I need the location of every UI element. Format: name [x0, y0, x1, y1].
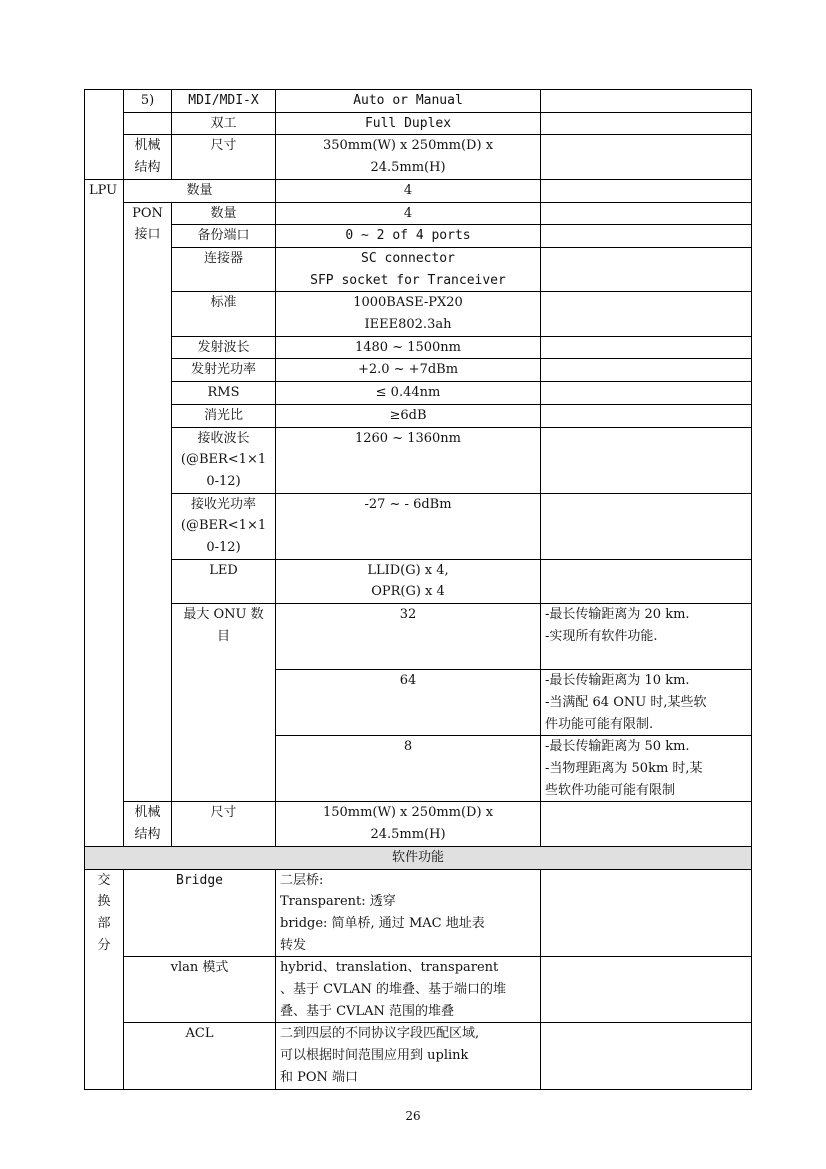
value-cell: 1260 ~ 1360nm	[276, 427, 541, 493]
value-cell: 4	[276, 179, 541, 202]
table-row	[85, 225, 752, 248]
table-row	[85, 112, 752, 135]
value-cell: 32	[276, 604, 541, 670]
note-cell	[541, 382, 752, 405]
empty-cell	[124, 112, 172, 135]
note-cell	[541, 90, 752, 113]
param-cell: LED	[172, 559, 276, 603]
table-row	[85, 802, 752, 846]
group-label: 机械 结构	[124, 802, 172, 846]
param-cell: 最大 ONU 数 目	[172, 604, 276, 802]
group-label: 机械 结构	[124, 135, 172, 179]
table-row	[85, 90, 752, 113]
section-title: 软件功能	[85, 846, 752, 869]
value-cell: 8	[276, 736, 541, 802]
note-cell	[541, 225, 752, 248]
spec-table	[84, 89, 752, 1090]
table-row	[85, 957, 752, 1023]
table-row	[85, 493, 752, 559]
param-cell: 备份端口	[172, 225, 276, 248]
table-row	[85, 559, 752, 603]
table-row	[85, 135, 752, 179]
value-cell: SC connector SFP socket for Tranceiver	[276, 247, 541, 291]
group-label: 交 换 部 分	[85, 869, 124, 1089]
note-cell: -最长传输距离为 50 km. -当物理距离为 50km 时,某 些软件功能可能有限制	[541, 736, 752, 802]
value-cell: 64	[276, 670, 541, 736]
param-cell: 消光比	[172, 404, 276, 427]
value-cell: 150mm(W) x 250mm(D) x 24.5mm(H)	[276, 802, 541, 846]
group-label: PON 接口	[124, 202, 172, 802]
value-cell: -27 ~ - 6dBm	[276, 493, 541, 559]
param-cell: 发射光功率	[172, 359, 276, 382]
value-cell: Full Duplex	[276, 112, 541, 135]
feature-label: ACL	[124, 1023, 276, 1089]
note-cell	[541, 135, 752, 179]
param-cell: 数量	[124, 179, 276, 202]
note-cell: -最长传输距离为 10 km. -当满配 64 ONU 时,某些软 件功能可能有限制.	[541, 670, 752, 736]
note-cell	[541, 427, 752, 493]
note-cell	[541, 957, 752, 1023]
table-row	[85, 336, 752, 359]
param-cell: MDI/MDI-X	[172, 90, 276, 113]
param-cell: 尺寸	[172, 802, 276, 846]
table-row	[85, 869, 752, 957]
param-cell: 尺寸	[172, 135, 276, 179]
param-cell: 发射波长	[172, 336, 276, 359]
value-cell: 1480 ~ 1500nm	[276, 336, 541, 359]
param-cell: 接收波长 (@BER<1×1 0-12)	[172, 427, 276, 493]
table-row	[85, 202, 752, 225]
note-cell	[541, 869, 752, 957]
table-row	[85, 247, 752, 291]
value-cell: LLID(G) x 4, OPR(G) x 4	[276, 559, 541, 603]
feature-label: vlan 模式	[124, 957, 276, 1023]
note-cell: -最长传输距离为 20 km. -实现所有软件功能.	[541, 604, 752, 670]
note-cell	[541, 802, 752, 846]
table-row	[85, 1023, 752, 1089]
note-cell	[541, 202, 752, 225]
note-cell	[541, 404, 752, 427]
table-row	[85, 427, 752, 493]
param-cell: 数量	[172, 202, 276, 225]
value-cell: ≥6dB	[276, 404, 541, 427]
row-index: 5)	[124, 90, 172, 113]
value-cell: 4	[276, 202, 541, 225]
section-header-row	[85, 846, 752, 869]
note-cell	[541, 247, 752, 291]
feature-label: Bridge	[124, 869, 276, 957]
table-row	[85, 404, 752, 427]
value-cell: 350mm(W) x 250mm(D) x 24.5mm(H)	[276, 135, 541, 179]
table-row	[85, 359, 752, 382]
value-cell: ≤ 0.44nm	[276, 382, 541, 405]
feature-desc: 二到四层的不同协议字段匹配区域, 可以根据时间范围应用到 uplink 和 PON 端口	[276, 1023, 541, 1089]
note-cell	[541, 292, 752, 336]
note-cell	[541, 336, 752, 359]
note-cell	[541, 1023, 752, 1089]
value-cell: 0 ~ 2 of 4 ports	[276, 225, 541, 248]
group-cell	[85, 90, 124, 180]
param-cell: 连接器	[172, 247, 276, 291]
note-cell	[541, 493, 752, 559]
note-cell	[541, 179, 752, 202]
note-cell	[541, 559, 752, 603]
param-cell: 标准	[172, 292, 276, 336]
value-cell: 1000BASE-PX20 IEEE802.3ah	[276, 292, 541, 336]
note-cell	[541, 112, 752, 135]
table-row	[85, 604, 752, 670]
note-cell	[541, 359, 752, 382]
param-cell: RMS	[172, 382, 276, 405]
param-cell: 接收光功率 (@BER<1×1 0-12)	[172, 493, 276, 559]
value-cell: Auto or Manual	[276, 90, 541, 113]
table-row	[85, 292, 752, 336]
param-cell: 双工	[172, 112, 276, 135]
table-row	[85, 179, 752, 202]
feature-desc: 二层桥: Transparent: 透穿 bridge: 简单桥, 通过 MAC 地址表 转发	[276, 869, 541, 957]
page-number: 26	[405, 1109, 421, 1123]
table-row	[85, 382, 752, 405]
feature-desc: hybrid、translation、transparent 、基于 CVLAN 的堆叠、基于端口的堆 叠、基于 CVLAN 范围的堆叠	[276, 957, 541, 1023]
value-cell: +2.0 ~ +7dBm	[276, 359, 541, 382]
group-label: LPU	[85, 179, 124, 846]
